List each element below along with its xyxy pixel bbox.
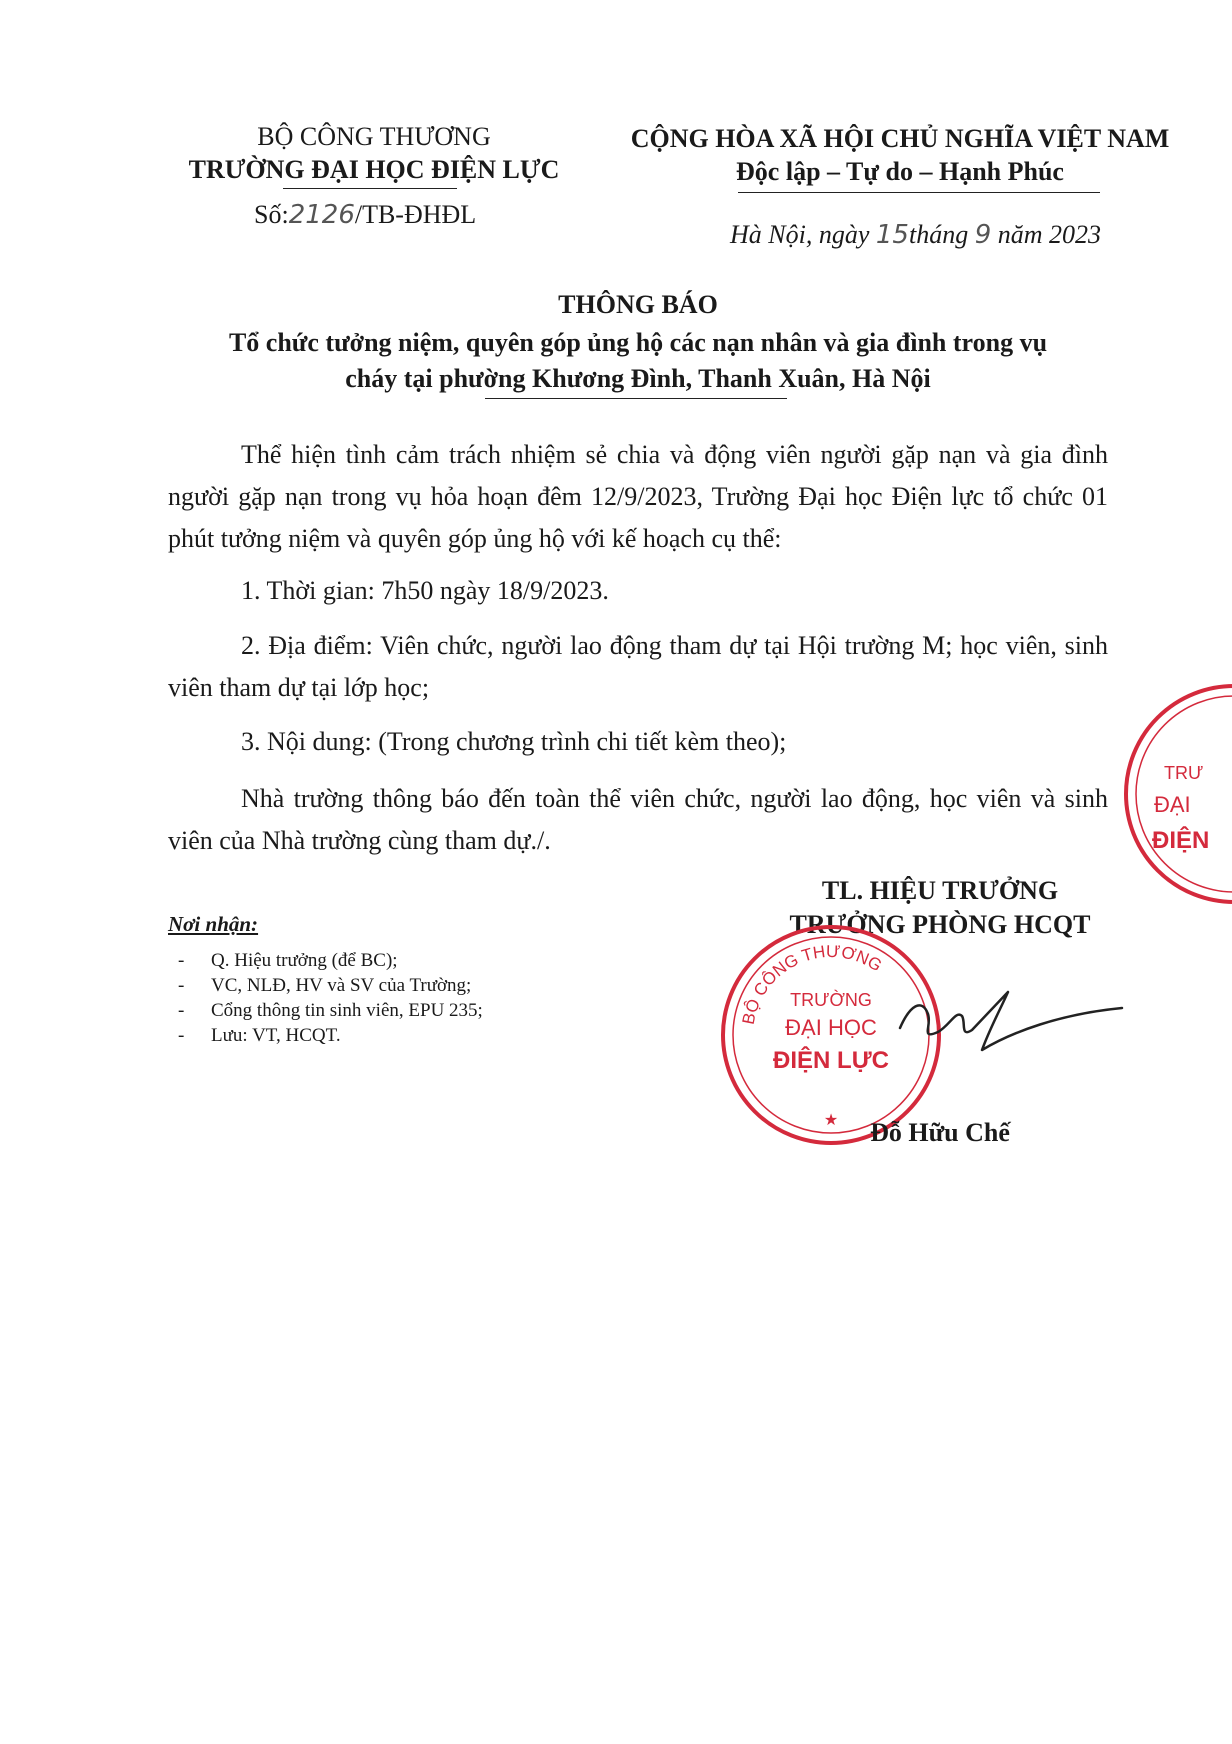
seal-line-1: TRƯỜNG [790,990,872,1010]
date-month: 9 [974,220,992,250]
document-number [254,200,476,230]
closing-paragraph: Nhà trường thông báo đến toàn thể viên chức, người lao động, học viên và sinh viên của Nhà trường cùng tham dự./. [168,784,1108,855]
item-location: 2. Địa điểm: Viên chức, người lao động tham dự tại Hội trường M; học viên, sinh viên tham dự tại lớp học; [168,631,1108,702]
signature-scribble [890,980,1130,1070]
svg-text:TRƯ: TRƯ [1164,763,1204,783]
item-content: 3. Nội dung: (Trong chương trình chi tiết kèm theo); [241,727,787,756]
signer-authority: TL. HIỆU TRƯỞNG [821,876,1059,905]
seal-star-icon: ★ [823,1110,839,1129]
school-name-underline [283,188,457,189]
issue-date [730,220,1101,250]
recipients-list [168,948,483,1048]
number-handwritten: 2126 [288,200,355,230]
date-prefix: Hà Nội, ngày [730,220,870,249]
item-time: 1. Thời gian: 7h50 ngày 18/9/2023. [241,576,609,605]
seal-line-3: ĐIỆN LỰC [773,1047,889,1074]
recipient-item: - VC, NLĐ, HV và SV của Trường; [168,973,483,998]
signer-name: Đỗ Hữu Chế [870,1118,1010,1147]
partial-seal [1124,684,1232,904]
seal-line-2: ĐẠI HỌC [785,1015,877,1040]
svg-text:ĐẠI: ĐẠI [1154,792,1191,817]
recipient-item: - Q. Hiệu trưởng (để BC); [168,948,483,973]
date-year: năm 2023 [997,220,1102,249]
subject-line-1: Tổ chức tưởng niệm, quyên góp ủng hộ các nạn nhân và gia đình trong vụ [228,328,1048,357]
seal-ring-text: BỘ CÔNG THƯƠNG [738,941,886,1026]
document-heading: THÔNG BÁO [558,290,718,319]
recipients-label: Nơi nhận: [168,912,259,936]
svg-text:ĐIỆN: ĐIỆN [1152,827,1210,854]
signer-title: TRƯỞNG PHÒNG HCQT [789,910,1091,939]
number-prefix: Số: [254,200,289,229]
subject-underline [485,398,787,399]
subject-line-2: cháy tại phường Khương Đình, Thanh Xuân, Hà Nội [345,364,931,393]
motto-underline [738,192,1100,193]
intro-paragraph: Thể hiện tình cảm trách nhiệm sẻ chia và động viên người gặp nạn và gia đình người gặp nạn trong vụ hỏa hoạn đêm 12/9/2023, Trường Đại học Điện lực tổ chức 01 phút tưởng niệm và quyên góp ủng hộ với kế hoạch cụ thể: [168,440,1108,553]
school-name: TRƯỜNG ĐẠI HỌC ĐIỆN LỰC [188,155,560,184]
national-motto: Độc lập – Tự do – Hạnh Phúc [736,157,1064,186]
ministry-name: BỘ CÔNG THƯƠNG [257,122,491,151]
recipient-item: - Lưu: VT, HCQT. [168,1023,483,1048]
nation-title: CỘNG HÒA XÃ HỘI CHỦ NGHĨA VIỆT NAM [630,124,1170,153]
date-month-label: tháng [908,220,969,249]
date-day: 15 [875,220,909,250]
number-suffix: /TB-ĐHĐL [354,200,477,229]
recipient-item: - Cổng thông tin sinh viên, EPU 235; [168,998,483,1023]
